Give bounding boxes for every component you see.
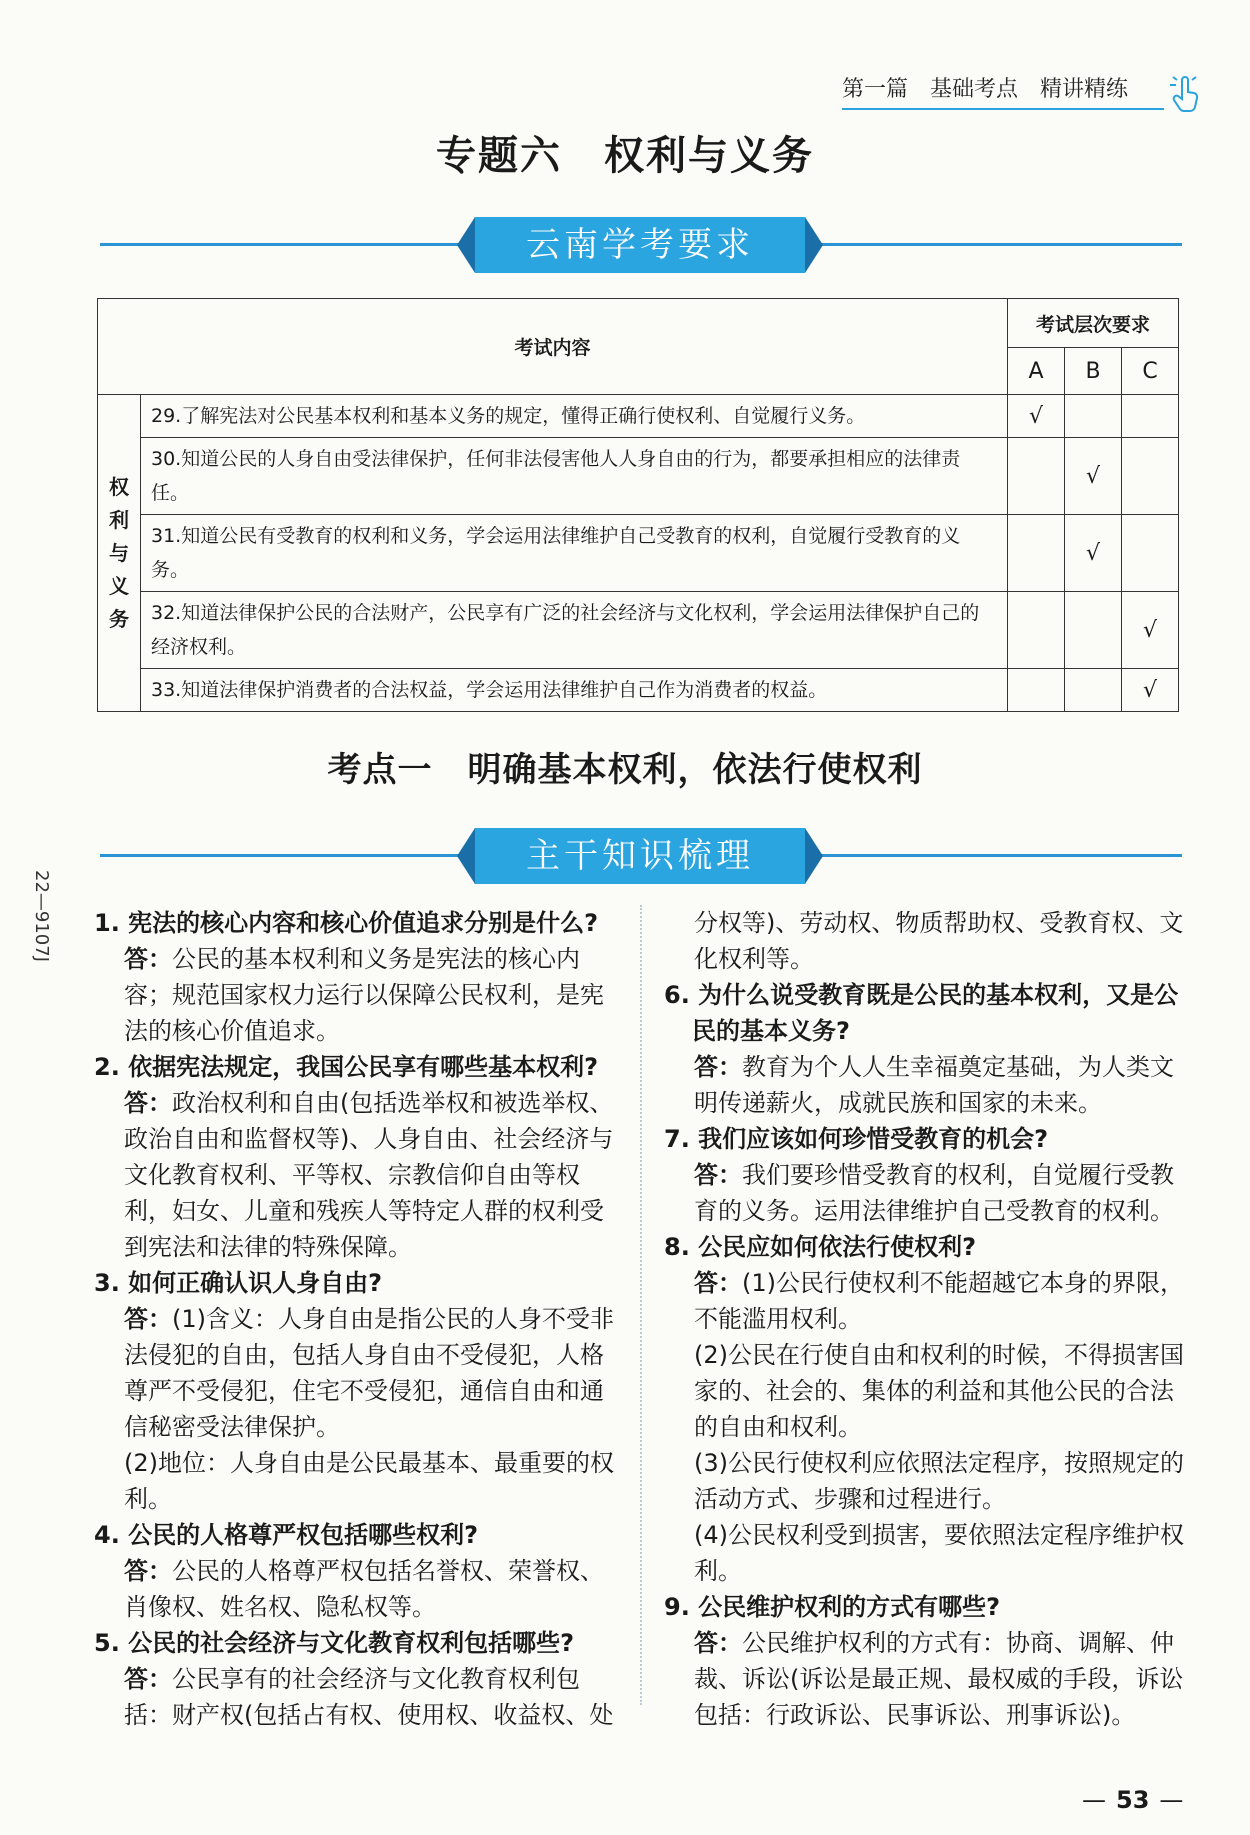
page-title: 专题六 权利与义务 xyxy=(436,133,814,179)
question: 2. 依据宪法规定，我国公民享有哪些基本权利? xyxy=(94,1053,599,1081)
check-mark: √ xyxy=(1065,438,1122,515)
section-subtitle: 考点一 明确基本权利，依法行使权利 xyxy=(327,750,923,790)
section-banner: 云南学考要求 xyxy=(475,217,805,273)
answer-label: 答： xyxy=(124,1089,172,1117)
table-row xyxy=(98,395,1179,438)
question: 5. 公民的社会经济与文化教育权利包括哪些? xyxy=(94,1629,575,1657)
empty-cell xyxy=(1122,395,1179,438)
check-mark: √ xyxy=(1008,395,1065,438)
question: 7. 我们应该如何珍惜受教育的机会? xyxy=(664,1125,1049,1153)
answer: (4)公民权利受到损害，要依照法定程序维护权利。 xyxy=(694,1521,1184,1585)
table-row xyxy=(98,438,1179,515)
empty-cell xyxy=(1008,592,1065,669)
header-mode: 精讲精练 xyxy=(1040,77,1129,102)
pointing-hand-icon xyxy=(1168,74,1204,114)
answer-label: 答： xyxy=(694,1269,742,1297)
requirement-text: 31.知道公民有受教育的权利和义务，学会运用法律维护自己受教育的权利，自觉履行受教育的义务。 xyxy=(141,515,1008,592)
page-number: — 53 — xyxy=(1082,1786,1183,1814)
question: 8. 公民应如何依法行使权利? xyxy=(664,1233,977,1261)
answer-label: 答： xyxy=(694,1629,742,1657)
question: 9. 公民维护权利的方式有哪些? xyxy=(664,1593,1001,1621)
answer-label: 答： xyxy=(124,1305,172,1333)
content-header: 考试内容 xyxy=(98,299,1008,395)
table-row xyxy=(98,515,1179,592)
question: 1. 宪法的核心内容和核心价值追求分别是什么? xyxy=(94,909,599,937)
answer: 答：(1)公民行使权利不能超越它本身的界限，不能滥用权利。 xyxy=(694,1269,1184,1333)
answer: 答：公民享有的社会经济与文化教育权利包括：财产权(包括占有权、使用权、收益权、处 xyxy=(124,1665,614,1729)
answer: 答：教育为个人人生幸福奠定基础，为人类文明传递薪火，成就民族和国家的未来。 xyxy=(694,1053,1174,1117)
answer: 答：公民维护权利的方式有：协商、调解、仲裁、诉讼(诉讼是最正规、最权威的手段，诉讼包括：行政诉讼、民事诉讼、刑事诉讼)。 xyxy=(694,1629,1184,1729)
question: 3. 如何正确认识人身自由? xyxy=(94,1269,383,1297)
answer: (3)公民行使权利应依照法定程序，按照规定的活动方式、步骤和过程进行。 xyxy=(694,1449,1184,1513)
check-mark: √ xyxy=(1122,592,1179,669)
requirement-text: 33.知道法律保护消费者的合法权益，学会运用法律维护自己作为消费者的权益。 xyxy=(141,669,1008,712)
answer: 答：我们要珍惜受教育的权利，自觉履行受教育的义务。运用法律维护自己受教育的权利。 xyxy=(694,1161,1174,1225)
empty-cell xyxy=(1008,438,1065,515)
question: 4. 公民的人格尊严权包括哪些权利? xyxy=(94,1521,479,1549)
header-section: 基础考点 xyxy=(930,77,1019,102)
section-banner: 主干知识梳理 xyxy=(475,828,805,884)
header-part: 第一篇 xyxy=(842,77,909,102)
answer-label: 答： xyxy=(124,1557,172,1585)
table-row xyxy=(98,592,1179,669)
answer: (2)地位：人身自由是公民最基本、最重要的权利。 xyxy=(124,1449,614,1513)
answer: (2)公民在行使自由和权利的时候，不得损害国家的、社会的、集体的利益和其他公民的合法的自由和权利。 xyxy=(694,1341,1184,1441)
empty-cell xyxy=(1065,592,1122,669)
answer: 答：政治权利和自由(包括选举权和被选举权、政治自由和监督权等)、人身自由、社会经济与文化教育权利、平等权、宗教信仰自由等权利，妇女、儿童和残疾人等特定人群的权利受到宪法和法律的特殊保障。 xyxy=(124,1089,614,1261)
answer-label: 答： xyxy=(124,945,172,973)
requirement-text: 29.了解宪法对公民基本权利和基本义务的规定，懂得正确行使权利、自觉履行义务。 xyxy=(141,395,1008,438)
header-underline xyxy=(842,108,1164,110)
requirement-text: 30.知道公民的人身自由受法律保护，任何非法侵害他人人身自由的行为，都要承担相应的法律责任。 xyxy=(141,438,1008,515)
column-divider xyxy=(640,905,642,1705)
answer-label: 答： xyxy=(694,1161,742,1189)
empty-cell xyxy=(1065,669,1122,712)
requirements-table xyxy=(97,298,1179,712)
empty-cell xyxy=(1065,395,1122,438)
level-header: 考试层次要求 xyxy=(1008,299,1179,348)
side-code: 22—9107J xyxy=(31,870,52,963)
empty-cell xyxy=(1122,515,1179,592)
level-b: B xyxy=(1065,348,1122,395)
running-header xyxy=(842,72,1128,103)
table-row xyxy=(98,669,1179,712)
answer-label: 答： xyxy=(694,1053,742,1081)
empty-cell xyxy=(1008,515,1065,592)
empty-cell xyxy=(1008,669,1065,712)
question: 6. 为什么说受教育既是公民的基本权利，又是公民的基本义务? xyxy=(664,981,1179,1045)
requirement-text: 32.知道法律保护公民的合法财产，公民享有广泛的社会经济与文化权利，学会运用法律保护自己的经济权利。 xyxy=(141,592,1008,669)
answer: 答：(1)含义：人身自由是指公民的人身不受非法侵犯的自由，包括人身自由不受侵犯，人格尊严不受侵犯，住宅不受侵犯，通信自由和通信秘密受法律保护。 xyxy=(124,1305,614,1441)
check-mark: √ xyxy=(1065,515,1122,592)
left-column xyxy=(94,905,614,1733)
level-a: A xyxy=(1008,348,1065,395)
table-header-row xyxy=(98,299,1179,348)
answer: 答：公民的人格尊严权包括名誉权、荣誉权、肖像权、姓名权、隐私权等。 xyxy=(124,1557,604,1621)
answer: 答：公民的基本权利和义务是宪法的核心内容；规范国家权力运行以保障公民权利，是宪法的核心价值追求。 xyxy=(124,945,604,1045)
right-column xyxy=(664,905,1184,1733)
answer-label: 答： xyxy=(124,1665,172,1693)
empty-cell xyxy=(1122,438,1179,515)
level-c: C xyxy=(1122,348,1179,395)
check-mark: √ xyxy=(1122,669,1179,712)
answer: 分权等)、劳动权、物质帮助权、受教育权、文化权利等。 xyxy=(694,909,1184,973)
category-cell: 权利与义务 xyxy=(98,395,141,712)
